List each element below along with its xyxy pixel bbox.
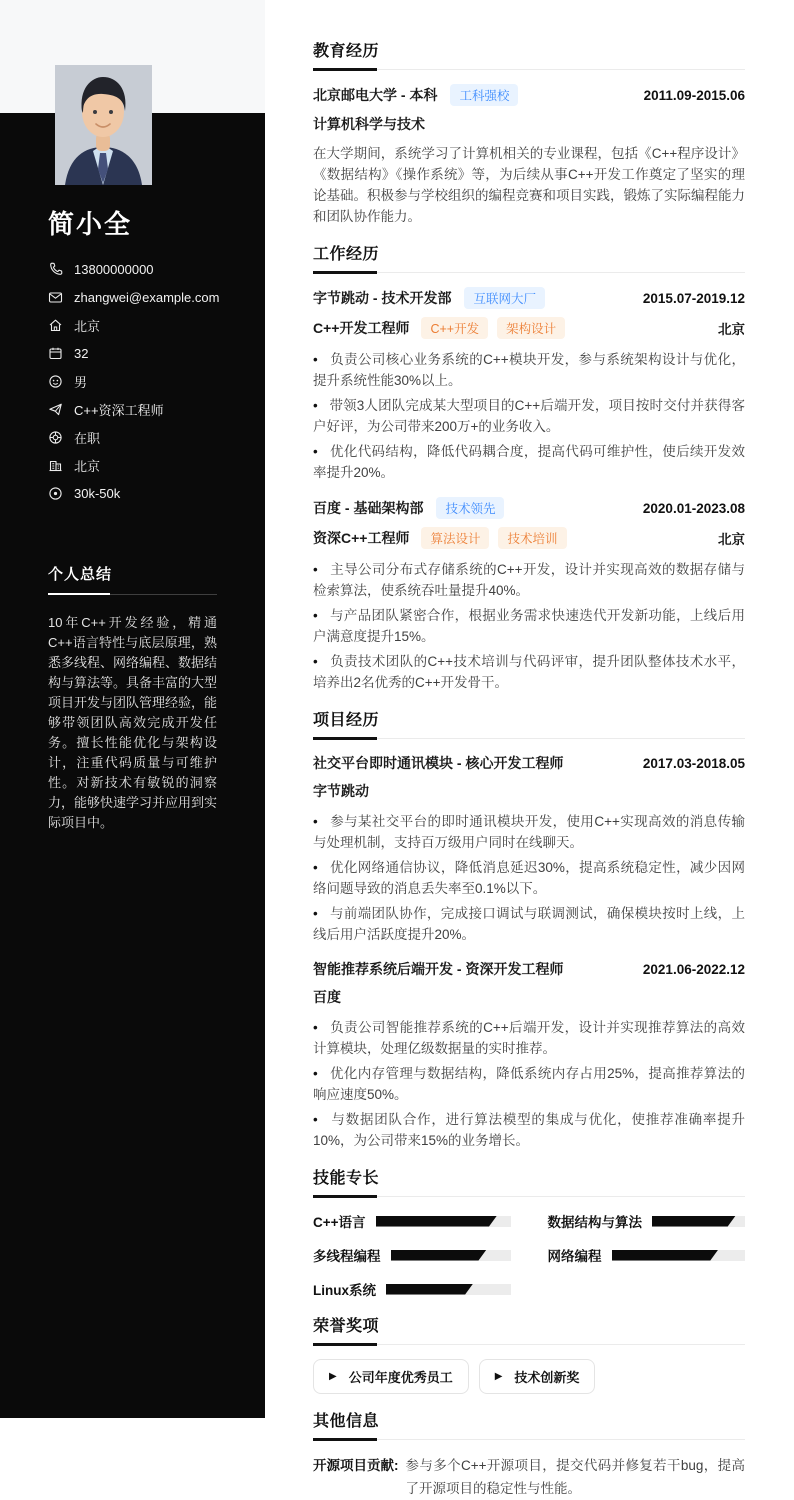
project-bullet: • 优化网络通信协议，降低消息延迟30%，提高系统稳定性，减少因网络问题导致的消息丢失率至0.1%以下。 bbox=[313, 857, 745, 899]
profile-photo-illustration bbox=[55, 65, 152, 185]
age-value: 32 bbox=[74, 345, 89, 361]
contact-item-phone bbox=[48, 255, 217, 283]
education-major: 计算机科学与技术 bbox=[313, 116, 425, 132]
role-tag: 架构设计 bbox=[497, 317, 565, 339]
status-value: 在职 bbox=[74, 430, 101, 446]
role-name: C++开发工程师 bbox=[313, 320, 410, 336]
summary-text: 10年C++开发经验，精通C++语言特性与底层原理，熟悉多线程、网络编程、数据结构与算法等。具备丰富的大型项目开发与团队管理经验，能够带领团队高效完成开发任务。擅长性能优化与架构设计，注重代码质量与可维护性。对新技术有敏锐的洞察力，能够快速学习并应用到实际项目中。 bbox=[48, 615, 218, 830]
education-description: 在大学期间，系统学习了计算机相关的专业课程，包括《C++程序设计》《数据结构》《操作系统》等，为后续从事C++开发工作奠定了坚实的理论基础。积极参与学校组织的编程竞赛和项目实践，锻炼了实际编程能力和团队协作能力。 bbox=[313, 146, 745, 224]
gender-value: 男 bbox=[74, 374, 88, 390]
skill-bar bbox=[376, 1216, 511, 1227]
skill-label: 网络编程 bbox=[547, 1249, 602, 1264]
city-icon bbox=[48, 458, 63, 473]
other-section-title: 其他信息 bbox=[313, 1408, 745, 1440]
project-bullet: • 与前端团队协作，完成接口调试与联调测试，确保模块按时上线，上线后用户活跃度提升20%。 bbox=[313, 903, 745, 945]
section-skills bbox=[313, 1165, 745, 1299]
project-date: 2017.03-2018.05 bbox=[642, 755, 745, 771]
project-name: 社交平台即时通讯模块 - 核心开发工程师 bbox=[313, 755, 564, 771]
role-tag: C++开发 bbox=[421, 317, 488, 339]
job-title-value: C++资深工程师 bbox=[74, 402, 164, 418]
email-icon bbox=[48, 290, 63, 305]
work-location: 北京 bbox=[718, 322, 745, 337]
skills-section-title: 技能专长 bbox=[313, 1165, 745, 1197]
company-name: 百度 - 基础架构部 bbox=[313, 500, 424, 516]
work-bullet: • 与产品团队紧密合作，根据业务需求快速迭代开发新功能，上线后用户满意度提升15%。 bbox=[313, 605, 745, 647]
project-company: 百度 bbox=[313, 989, 341, 1005]
company-tag: 互联网大厂 bbox=[464, 287, 545, 309]
project-bullet: • 参与某社交平台的即时通讯模块开发，使用C++实现高效的消息传输与处理机制，支持百万级用户同时在线聊天。 bbox=[313, 811, 745, 853]
honors-section-title: 荣誉奖项 bbox=[313, 1313, 745, 1345]
work-bullet: • 主导公司分布式存储系统的C++开发，设计并实现高效的数据存储与检索算法，使系统吞吐量提升40%。 bbox=[313, 559, 745, 601]
school-tag: 工科强校 bbox=[450, 84, 518, 106]
summary-section bbox=[48, 563, 217, 833]
work-date: 2020.01-2023.08 bbox=[642, 500, 745, 516]
skill-item bbox=[548, 1211, 746, 1231]
work-bullet: • 负责技术团队的C++技术培训与代码评审，提升团队整体技术水平，培养出2名优秀的C++开发骨干。 bbox=[313, 651, 745, 693]
phone-icon bbox=[48, 262, 63, 277]
company-name: 字节跳动 - 技术开发部 bbox=[313, 290, 452, 306]
company-tag: 技术领先 bbox=[436, 497, 504, 519]
project-name: 智能推荐系统后端开发 - 资深开发工程师 bbox=[313, 961, 564, 977]
salary-value: 30k-50k bbox=[74, 485, 121, 501]
summary-title: 个人总结 bbox=[48, 563, 217, 595]
role-name: 资深C++工程师 bbox=[313, 530, 410, 546]
section-other bbox=[313, 1408, 745, 1500]
section-work bbox=[313, 241, 745, 693]
honor-pill bbox=[479, 1359, 596, 1394]
section-projects bbox=[313, 707, 745, 1151]
education-section-title: 教育经历 bbox=[313, 38, 745, 70]
play-icon: ▶ bbox=[494, 1370, 503, 1382]
skill-label: C++语言 bbox=[313, 1215, 366, 1230]
contact-item-email bbox=[48, 283, 220, 311]
work-bullet: • 带领3人团队完成某大型项目的C++后端开发，项目按时交付并获得客户好评，为公司带来200万+的业务收入。 bbox=[313, 395, 745, 437]
project-entry bbox=[313, 959, 745, 1151]
phone-value: 13800000000 bbox=[74, 261, 154, 277]
gender-icon bbox=[48, 374, 63, 389]
contact-item-city bbox=[48, 451, 217, 479]
skill-item bbox=[313, 1245, 511, 1265]
honor-label: 公司年度优秀员工 bbox=[348, 1370, 453, 1385]
sidebar bbox=[0, 0, 265, 1418]
skill-label: Linux系统 bbox=[313, 1283, 376, 1298]
honor-pill bbox=[313, 1359, 469, 1394]
profile-photo bbox=[55, 65, 152, 185]
status-icon bbox=[48, 430, 63, 445]
work-entry bbox=[313, 497, 745, 693]
job-title-icon bbox=[48, 402, 63, 417]
work-date: 2015.07-2019.12 bbox=[642, 290, 745, 306]
location-value: 北京 bbox=[74, 318, 101, 334]
education-date: 2011.09-2015.06 bbox=[643, 87, 745, 103]
work-bullet: • 负责公司核心业务系统的C++模块开发，参与系统架构设计与优化，提升系统性能30%以上。 bbox=[313, 349, 745, 391]
contact-item-age bbox=[48, 339, 217, 367]
skill-label: 多线程编程 bbox=[313, 1249, 381, 1264]
work-entry bbox=[313, 287, 745, 483]
section-honors bbox=[313, 1313, 745, 1394]
projects-section-title: 项目经历 bbox=[313, 707, 745, 739]
resume-main bbox=[265, 0, 794, 1496]
skill-bar bbox=[652, 1216, 745, 1227]
section-education bbox=[313, 38, 745, 227]
honor-label: 技术创新奖 bbox=[514, 1370, 580, 1385]
skill-label: 数据结构与算法 bbox=[547, 1215, 642, 1230]
contact-item-gender bbox=[48, 367, 217, 395]
skill-item bbox=[548, 1245, 746, 1265]
school-name: 北京邮电大学 - 本科 bbox=[313, 87, 438, 103]
city-value: 北京 bbox=[74, 458, 101, 474]
contact-list bbox=[48, 255, 220, 507]
role-tag: 技术培训 bbox=[498, 527, 566, 549]
skill-bar bbox=[391, 1250, 511, 1261]
skill-bar bbox=[612, 1250, 746, 1261]
age-icon bbox=[48, 346, 63, 361]
play-icon: ▶ bbox=[329, 1370, 337, 1382]
other-label: 开源项目贡献: bbox=[313, 1458, 399, 1473]
candidate-name: 简小全 bbox=[48, 209, 133, 239]
work-location: 北京 bbox=[718, 532, 745, 547]
contact-item-salary bbox=[48, 479, 217, 507]
salary-icon bbox=[48, 486, 63, 501]
home-icon bbox=[48, 318, 63, 333]
skill-grid bbox=[313, 1211, 745, 1299]
education-entry bbox=[313, 84, 745, 227]
contact-item-status bbox=[48, 423, 217, 451]
project-bullet: • 优化内存管理与数据结构，降低系统内存占用25%，提高推荐算法的响应速度50%。 bbox=[313, 1063, 745, 1105]
contact-item-location bbox=[48, 311, 217, 339]
email-value: zhangwei@example.com bbox=[74, 289, 220, 305]
work-section-title: 工作经历 bbox=[313, 241, 745, 273]
project-bullet: • 与数据团队合作，进行算法模型的集成与优化，使推荐准确率提升10%，为公司带来15%的业务增长。 bbox=[313, 1109, 745, 1151]
project-company: 字节跳动 bbox=[313, 783, 369, 799]
skill-bar bbox=[386, 1284, 511, 1295]
skill-item bbox=[313, 1279, 511, 1299]
project-entry bbox=[313, 753, 745, 945]
other-text: 参与多个C++开源项目，提交代码并修复若干bug，提高了开源项目的稳定性与性能。 bbox=[405, 1458, 745, 1496]
project-bullet: • 负责公司智能推荐系统的C++后端开发，设计并实现推荐算法的高效计算模块，处理亿级数据量的实时推荐。 bbox=[313, 1017, 745, 1059]
skill-item bbox=[313, 1211, 511, 1231]
work-bullet: • 优化代码结构，降低代码耦合度，提高代码可维护性，使后续开发效率提升20%。 bbox=[313, 441, 745, 483]
project-date: 2021.06-2022.12 bbox=[642, 961, 745, 977]
contact-item-job-title bbox=[48, 395, 217, 423]
role-tag: 算法设计 bbox=[421, 527, 489, 549]
